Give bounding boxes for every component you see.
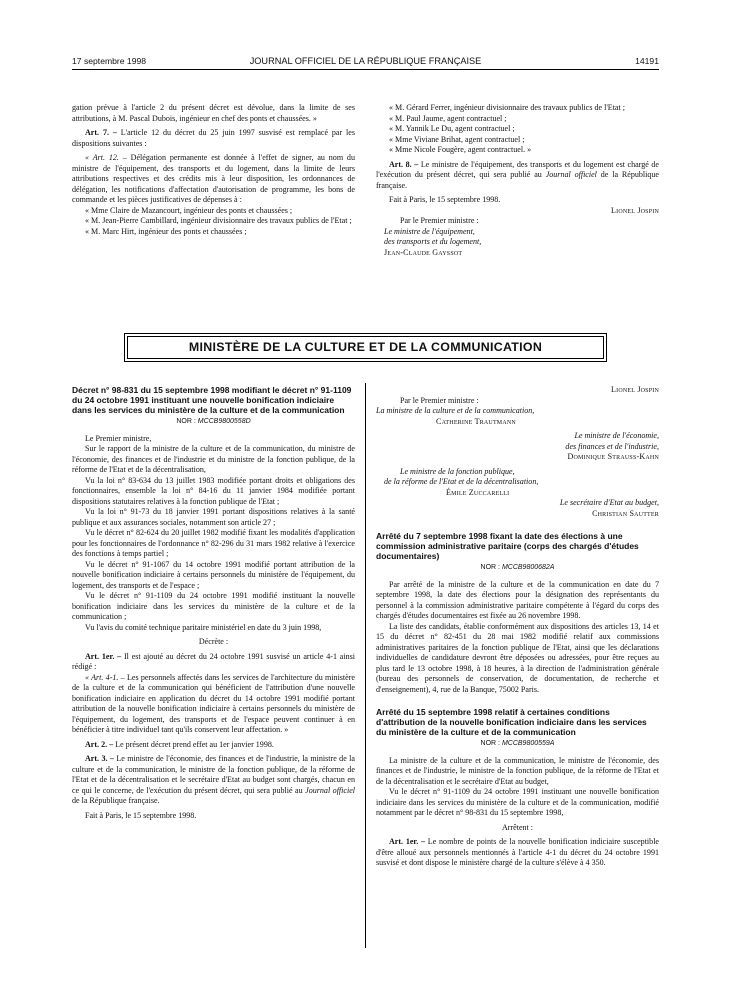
ministry-heading: MINISTÈRE DE LA CULTURE ET DE LA COMMUNICATION <box>127 336 604 359</box>
header-rule <box>72 69 659 70</box>
article-text: de la République française. <box>376 170 659 190</box>
nor-code: MCCB9800682A <box>501 564 555 571</box>
list-item: « M. Gérard Ferrer, ingénieur divisionnaire des travaux publics de l'Etat ; <box>389 103 625 112</box>
article-label: Art. 2. – <box>85 739 116 749</box>
signatory: Lionel Jospin <box>611 205 659 215</box>
top-left-column <box>72 103 355 237</box>
signatory: Lionel Jospin <box>611 385 659 394</box>
decree-title: Arrêté du 7 septembre 1998 fixant la date des élections à une commission administrative paritaire (corps des chargés d'études documentaires) <box>376 531 639 561</box>
nor-code: MCCB9800558D <box>197 418 251 425</box>
article-text: L'article 12 du décret du 25 juin 1997 susvisé est remplacé par les dispositions suivantes : <box>72 128 355 148</box>
signature-line: Le secrétaire d'Etat au budget, <box>559 498 659 507</box>
list-item: « Mme Viviane Brihat, agent contractuel ; <box>389 134 525 144</box>
bottom-right-column <box>376 385 659 869</box>
paragraph: Vu le décret n° 91-1109 du 24 octobre 1991 instituant une nouvelle bonification indiciaire dans les services du ministère de la culture et de la communication, modifié notamment par le décret n° 98-831 du 15 septembre 1998, <box>376 787 659 817</box>
header-title: JOURNAL OFFICIEL DE LA RÉPUBLIQUE FRANÇAISE <box>249 56 482 66</box>
article-4-1 <box>72 673 355 736</box>
signature-line: Le ministre de la fonction publique, <box>400 466 515 476</box>
signature-line: Par le Premier ministre : <box>400 395 479 405</box>
paragraph: gation prévue à l'article 2 du présent décret est dévolue, dans la limite de ses attributions, à M. Pascal Dubois, ingénieur en chef des ponts et chaussées. » <box>72 103 355 123</box>
article-text: Le ministre de l'équipement, des transports et du logement est chargé de l'exécution du présent décret, qui sera publié au <box>376 159 659 179</box>
article-text: Le nombre de points de la nouvelle bonification indiciaire susceptible d'être alloué aux personnels mentionnés à l'article 4-1 du décret du 24 octobre 1991 susvisé et dont dispose le ministère chargé de la culture s'élève à 4 350. <box>376 837 660 867</box>
article-7 <box>72 128 355 149</box>
article-1 <box>72 652 355 673</box>
article-label: Art. 8. – <box>389 159 421 169</box>
decree-word: Décrète : <box>198 637 229 646</box>
paragraph: Vu la loi n° 83-634 du 13 juillet 1983 modifiée portant droits et obligations des fonctionnaires, ensemble la loi n° 84-16 du 11 janvier 1984 modifiée portant dispositions statutaires relatives à la fonction publique de l'Etat ; <box>72 475 355 506</box>
article-label: Art. 3. – <box>85 754 117 763</box>
header-page-number: 14191 <box>635 56 659 66</box>
signature-line: des transports et du logement, <box>384 237 482 246</box>
article-2 <box>72 740 355 751</box>
list-item: « Mme Claire de Mazancourt, ingénieur des ponts et chaussées ; <box>85 205 293 215</box>
list-item: « Mme Nicole Fougère, agent contractuel. » <box>389 145 532 154</box>
article-text: Il est ajouté au décret du 24 octobre 1991 susvisé un article 4-1 ainsi rédigé : <box>72 651 355 671</box>
nor-label: NOR : <box>480 564 500 571</box>
signature-line: La ministre de la culture et de la communication, <box>376 406 535 415</box>
done-at: Fait à Paris, le 15 septembre 1998. <box>85 810 197 820</box>
article-label: Art. 1er. – <box>85 651 124 661</box>
signature-line: Le ministre de l'équipement, <box>384 226 475 236</box>
paragraph: Vu le décret n° 91-1109 du 24 octobre 1991 modifié instituant la nouvelle bonification indiciaire dans les services du ministère de la culture et de la communication ; <box>72 591 355 621</box>
header-date: 17 septembre 1998 <box>72 56 147 66</box>
journal-officiel: Journal officiel <box>305 785 356 795</box>
paragraph: Le Premier ministre, <box>85 433 152 443</box>
signatory: Catherine Trautmann <box>436 416 516 426</box>
page-header <box>72 56 659 70</box>
paragraph: Vu le décret n° 82-624 du 20 juillet 1982 modifié fixant les modalités d'application pour les fonctionnaires de l'ordonnance n° 82-296 du 31 mars 1982 relative à l'exercice des fonctions à temps partiel ; <box>72 528 355 558</box>
signatory: Dominique Strauss-Kahn <box>567 452 659 461</box>
signatory: Christian Sautter <box>592 508 659 518</box>
nor-label: NOR : <box>176 418 196 425</box>
paragraph: Par arrêté de la ministre de la culture et de la communication en date du 7 septembre 1998, la date des élections pour la désignation des représentants du personnel à la commission administrative paritaire compétente à l'égard du corps des chargés d'études documentaires est fixée au 26 novembre 1998. <box>376 579 659 620</box>
signature-line: des finances et de l'industrie, <box>565 441 659 451</box>
list-item: « M. Jean-Pierre Cambillard, ingénieur divisionnaire des travaux publics de l'Etat ; <box>85 216 352 225</box>
column-divider <box>365 383 366 948</box>
list-item: « M. Yannik Le Du, agent contractuel ; <box>389 124 515 133</box>
signature-line: de la réforme de l'Etat et de la décentralisation, <box>384 477 539 486</box>
nor-reference <box>376 739 659 750</box>
done-at: Fait à Paris, le 15 septembre 1998. <box>389 195 501 204</box>
article-label: Art. 7. – <box>85 128 121 137</box>
signatory: Jean-Claude Gayssot <box>384 247 463 257</box>
paragraph: Vu le décret n° 91-1067 du 14 octobre 1991 modifié portant attribution de la nouvelle bonification indiciaire à certains personnels du ministère de l'équipement, du logement, des transports et de l'espace ; <box>72 559 355 590</box>
article-label: « Art. 12. – <box>85 153 131 162</box>
article-label: « Art. 4-1. – <box>85 672 127 682</box>
decree-word: Arrêtent : <box>501 822 534 832</box>
paragraph: Vu l'avis du comité technique paritaire ministériel en date du 3 juin 1998, <box>85 622 322 632</box>
paragraph: Vu la loi n° 91-73 du 18 janvier 1991 portant dispositions relatives à la santé publique et aux assurances sociales, notamment son article 27 ; <box>72 507 355 527</box>
paragraph: La ministre de la culture et de la communication, le ministre de l'économie, des finances et de l'industrie, le ministre de la fonction publique, de la réforme de l'Etat et de la décentralisation et le secrétaire d'Etat au budget, <box>376 755 659 786</box>
bottom-left-column <box>72 385 355 821</box>
journal-officiel: Journal officiel <box>545 170 597 179</box>
article-text: Le présent décret prend effet au 1er janvier 1998. <box>115 739 274 749</box>
nor-label: NOR : <box>480 740 500 747</box>
paragraph: La liste des candidats, établie conformément aux dispositions des articles 13, 14 et 15 du décret n° 82-451 du 28 mai 1982 modifié relatif aux commissions administratives paritaires de la fonction publique de l'Etat, ainsi que les déclarations individuelles de candidature devront être déposées ou adressées, pour être reçues au plus tard le 13 octobre 1998, à 18 heures, à la direction de l'administration générale (bureau des personnels de conservation, de documentation, de recherche et d'enseignement), 4, rue de la Banque, 75002 Paris. <box>376 621 659 694</box>
nor-code: MCCB9800559A <box>501 740 555 747</box>
paragraph: Sur le rapport de la ministre de la culture et de la communication, du ministre de l'économie, des finances et de l'industrie et du ministre de la fonction publique, de la réforme de l'Etat et de la décentralisation, <box>72 444 355 474</box>
article-8 <box>376 160 659 192</box>
decree-title: Décret n° 98-831 du 15 septembre 1998 modifiant le décret n° 91-1109 du 24 octobre 1991 instituant une nouvelle bonification indiciaire dans les services du ministère de la culture et de la communication <box>72 385 352 415</box>
list-item: « M. Paul Jaume, agent contractuel ; <box>389 113 507 123</box>
article-text: Le ministre de l'économie, des finances et de l'industrie, la ministre de la culture et de la communication, le ministre de la fonction publique, de la réforme de l'Etat et de la décentralisation et le secrétaire d'Etat au budget sont chargés, chacun en ce qui le concerne, de l'exécution du présent décret, qui sera publié au <box>72 754 355 795</box>
signature-line: Par le Premier ministre : <box>400 216 479 225</box>
article-12 <box>72 153 355 206</box>
signatory: Émile Zuccarelli <box>446 487 510 497</box>
list-item: « M. Marc Hirt, ingénieur des ponts et chaussées ; <box>85 226 247 236</box>
nor-reference <box>72 417 355 428</box>
article-text: Délégation permanente est donnée à l'effet de signer, au nom du ministre de l'équipement, des transports et du logement, dans la limite de leurs attributions respectives et des crédits mis à leur disposition, les ordonnances de délégation, les notifications d'affectation d'autorisation de programme, les bons de commande et les pièces justificatives de dépenses à : <box>72 153 355 204</box>
article-text: Les personnels affectés dans les services de l'architecture du ministère de la culture et de la communication qui bénéficient de l'attribution d'une nouvelle bonification indiciaire en application du décret du 14 octobre 1991 modifié portant attribution de la nouvelle bonification indiciaire à certains personnels du ministère de l'équipement, du logement, des transports et de l'espace peuvent continuer à en bénéficier à titre individuel tant qu'ils conservent leur affectation. » <box>72 672 355 734</box>
signature-block <box>376 385 659 519</box>
nor-reference <box>376 563 659 574</box>
decree-title: Arrêté du 15 septembre 1998 relatif à certaines conditions d'attribution de la nouvelle bonification indiciaire dans les services du ministère de la culture et de la communication <box>376 707 647 737</box>
article-1 <box>376 837 659 869</box>
article-3 <box>72 754 355 807</box>
signature-line: Le ministre de l'économie, <box>574 431 659 440</box>
article-label: Art. 1er. – <box>389 837 428 846</box>
top-right-column <box>376 103 659 258</box>
article-text: de la République française. <box>72 796 160 805</box>
